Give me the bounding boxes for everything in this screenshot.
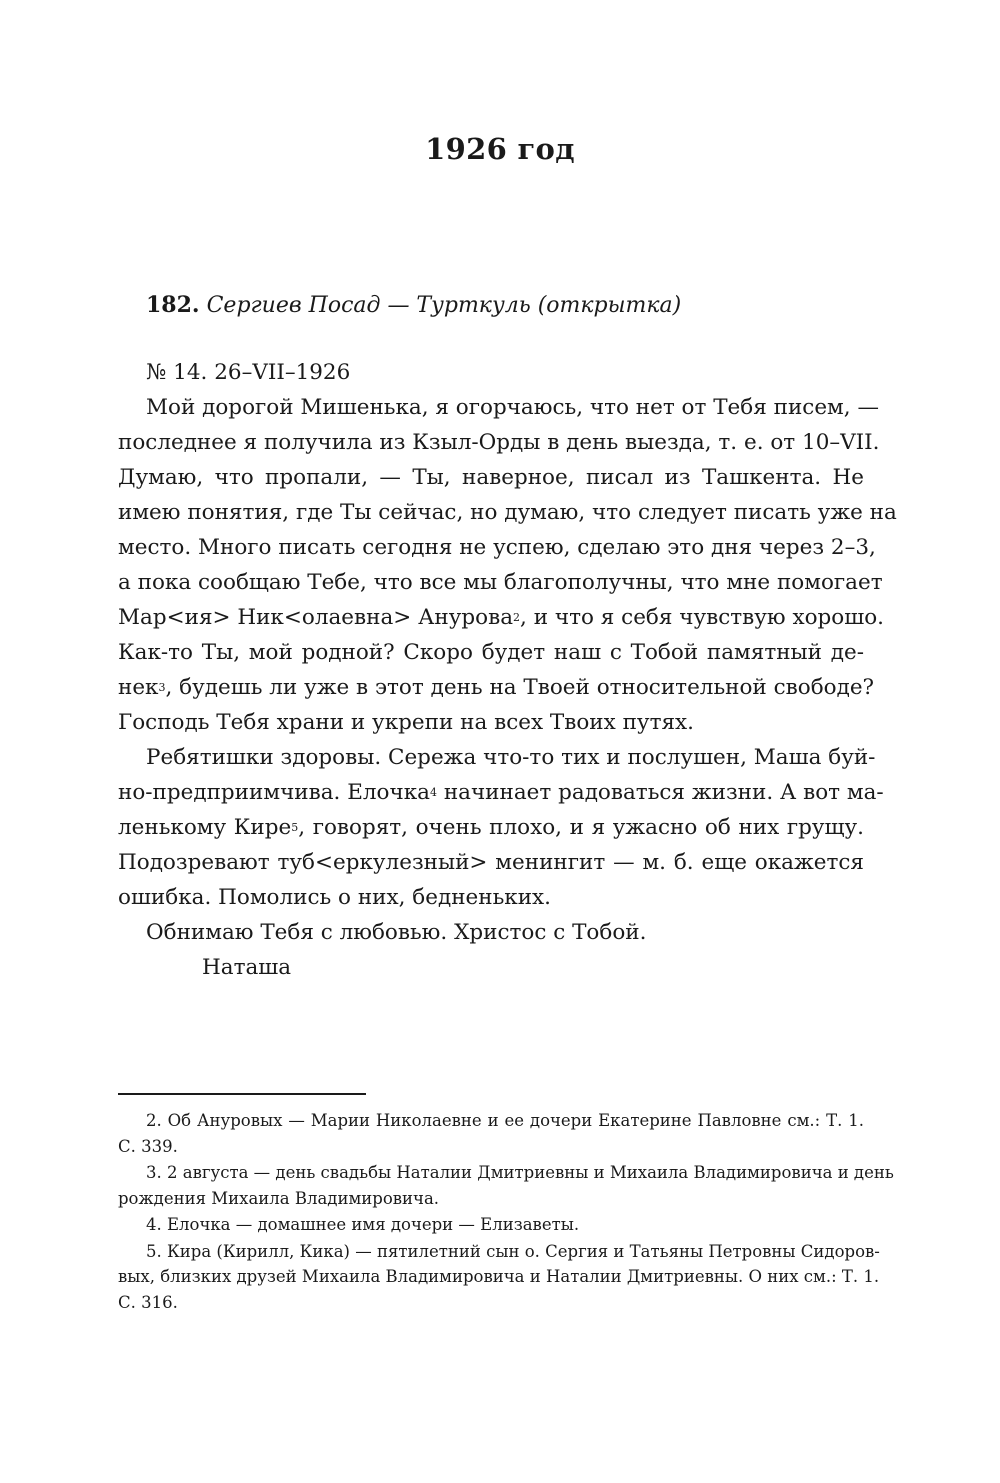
letter-line: последнее я получила из Кзыл-Орды в день выезда, т. е. от 10–VII. — [118, 430, 880, 455]
letter-line: Подозревают туб<еркулезный> менингит — м. б. еще окажется — [118, 850, 864, 875]
footnote-line: 2. Об Ануровых — Марии Николаевне и ее дочери Екатерине Павловне см.: Т. 1. — [146, 1111, 864, 1130]
letter-date-line: № 14. 26–VII–1926 — [146, 360, 351, 385]
letter-text: , будешь ли уже в этот день на Твоей относительной свободе? — [165, 675, 875, 700]
letter-line — [118, 670, 875, 705]
letter-line: Как-то Ты, мой родной? Скоро будет наш с Тобой памятный де- — [118, 640, 864, 665]
letter-line — [118, 810, 864, 845]
letter-line: имею понятия, где Ты сейчас, но думаю, что следует писать уже на — [118, 500, 897, 525]
letter-text: , говорят, очень плохо, и я ужасно об них грущу. — [298, 815, 864, 840]
letter-line — [118, 600, 885, 635]
letter-text: нек — [118, 675, 159, 700]
letter-line — [118, 775, 884, 810]
letter-text: , и что я себя чувствую хорошо. — [520, 605, 885, 630]
footnote-4 — [118, 1212, 864, 1238]
footnote-line: С. 316. — [118, 1292, 178, 1312]
footnote-line: вых, близких друзей Михаила Владимировича и Наталии Дмитриевны. О них см.: Т. 1. — [118, 1267, 880, 1286]
footnote-5 — [118, 1239, 880, 1316]
footnote-line: 3. 2 августа — день свадьбы Наталии Дмитриевны и Михаила Владимировича и день — [146, 1163, 894, 1182]
letter-number: 182. — [146, 292, 200, 318]
footnotes — [118, 1108, 894, 1316]
footnote-2 — [118, 1108, 864, 1159]
footnote-line: рождения Михаила Владимировича. — [118, 1188, 440, 1208]
section-title: 1926 год — [425, 132, 575, 166]
footnote-ref[interactable]: 3 — [158, 681, 166, 694]
letter-text: ленькому Кире — [118, 815, 292, 840]
letter-line: Мой дорогой Мишенька, я огорчаюсь, что нет от Тебя писем, — — [146, 395, 879, 420]
letter-heading — [146, 292, 681, 318]
letter-signature: Наташа — [202, 955, 292, 980]
footnote-divider — [118, 1093, 366, 1095]
letter-text: начинает радоваться жизни. А вот ма- — [436, 780, 884, 805]
footnote-line: 5. Кира (Кирилл, Кика) — пятилетний сын о. Сергия и Татьяны Петровны Сидоров- — [146, 1241, 880, 1261]
footnote-ref[interactable]: 4 — [429, 786, 437, 799]
footnote-line: С. 339. — [118, 1136, 178, 1156]
letter-line: Господь Тебя храни и укрепи на всех Твоих путях. — [118, 710, 694, 735]
letter-route: Сергиев Посад — Турткуль (открытка) — [206, 293, 682, 318]
letter-line: Ребятишки здоровы. Сережа что-то тих и послушен, Маша буй- — [146, 745, 876, 770]
letter-line: Обнимаю Тебя с любовью. Христос с Тобой. — [146, 920, 647, 945]
footnote-ref[interactable]: 2 — [513, 611, 521, 624]
letter-line: место. Много писать сегодня не успею, сделаю это дня через 2–3, — [118, 535, 876, 560]
footnote-ref[interactable]: 5 — [291, 821, 299, 834]
letter-text: Мар<ия> Ник<олаевна> Анурова — [118, 605, 514, 630]
letter-text: но-предприимчива. Елочка — [118, 780, 430, 805]
letter-body — [118, 355, 897, 985]
letter-line: Думаю, что пропали, — Ты, наверное, писал из Ташкента. Не — [118, 465, 864, 490]
letter-line: а пока сообщаю Тебе, что все мы благополучны, что мне помогает — [118, 570, 883, 595]
footnote-line: 4. Елочка — домашнее имя дочери — Елизаветы. — [146, 1215, 580, 1234]
footnote-3 — [118, 1160, 894, 1211]
letter-line: ошибка. Помолись о них, бедненьких. — [118, 885, 552, 910]
